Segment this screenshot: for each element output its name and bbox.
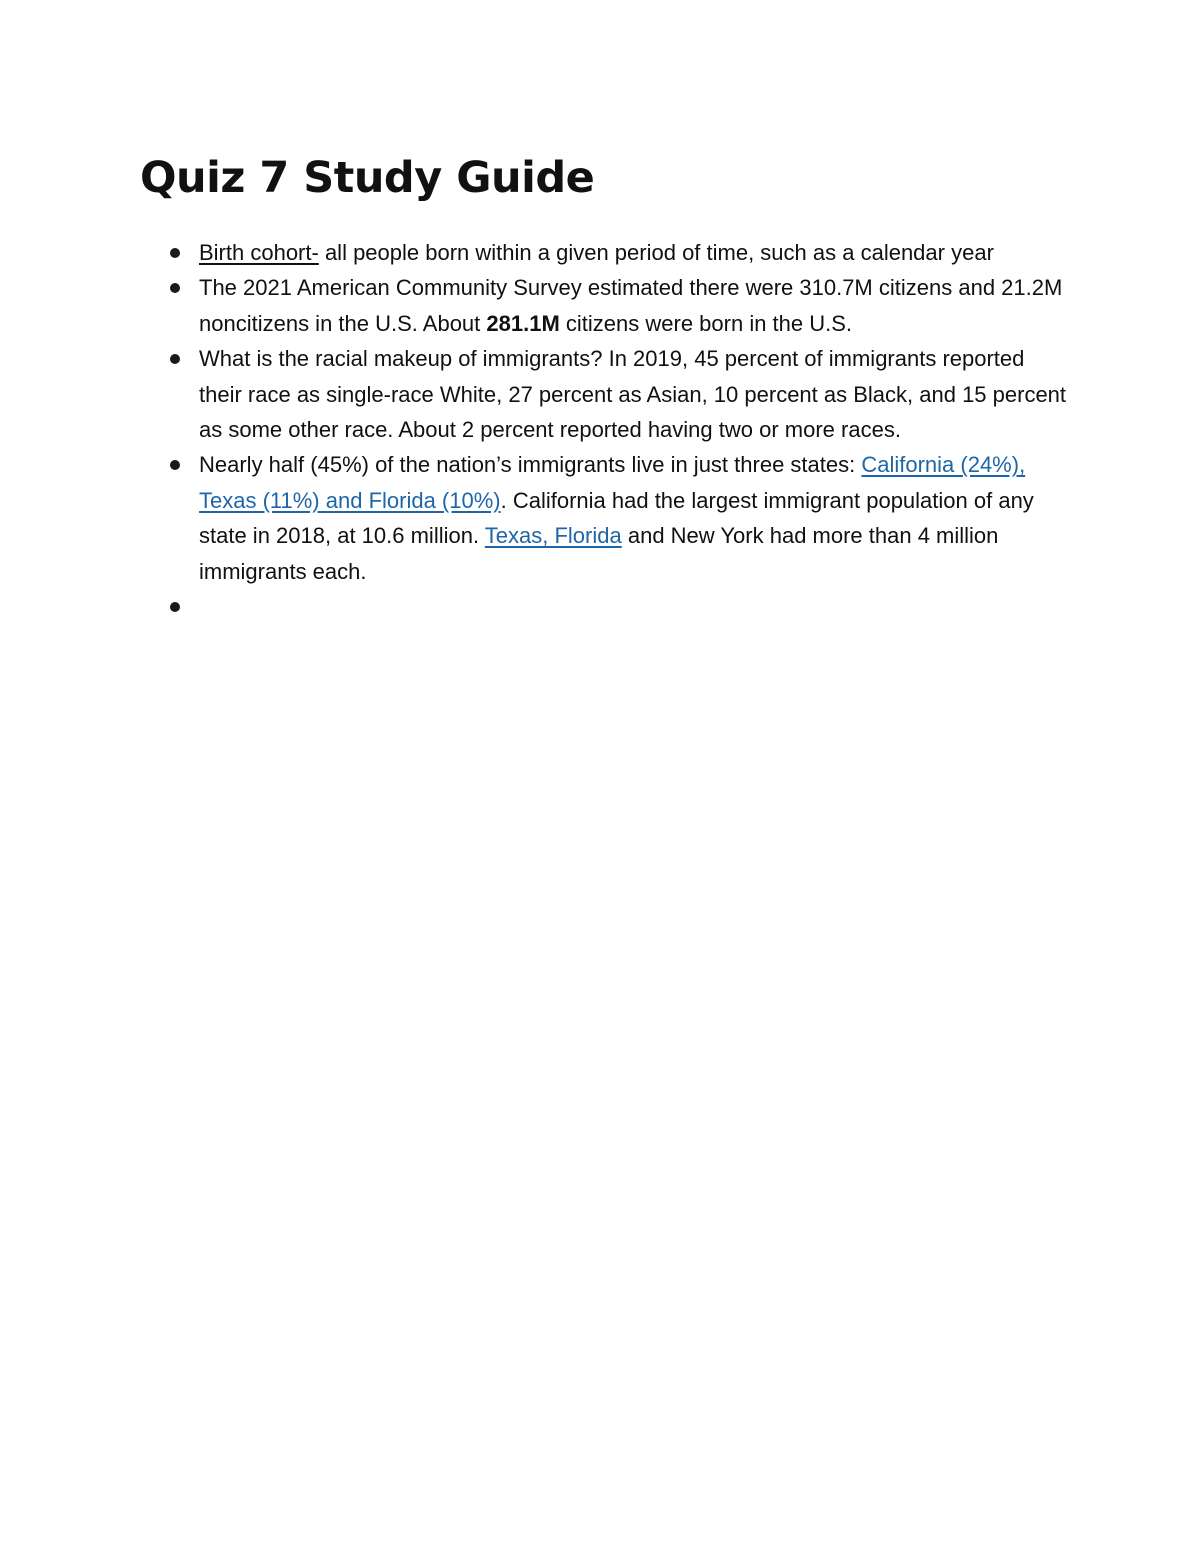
bullet-icon bbox=[170, 248, 180, 258]
states-text-a: Nearly half (45%) of the nation’s immigrants live in just three states: bbox=[199, 452, 862, 478]
states-link[interactable]: California (24%), Texas (11%) and Florida (10%) bbox=[199, 452, 1026, 513]
citizens-bold-figure: 281.1M bbox=[486, 310, 560, 336]
bullet-icon bbox=[170, 283, 180, 293]
list-item-empty bbox=[170, 589, 1070, 624]
citizens-text-a: The 2021 American Community Survey estimated there were 310.7M citizens and 21.2M noncitizens in the U.S. About bbox=[199, 275, 1063, 336]
states-text-b: . California had the largest immigrant population of any state in 2018, at 10.6 million. bbox=[199, 487, 1034, 549]
list-item-racial-makeup bbox=[170, 341, 1070, 447]
bullet-icon bbox=[170, 460, 180, 470]
citizens-text-b: citizens were born in the U.S. bbox=[559, 310, 853, 336]
list-item-citizens bbox=[170, 270, 1070, 341]
bullet-list bbox=[170, 235, 1070, 624]
page-title: Quiz 7 Study Guide bbox=[140, 153, 595, 203]
states-text-c: and New York had more than 4 million immigrants each. bbox=[199, 523, 999, 584]
texas-florida-link[interactable]: Texas, Florida bbox=[484, 523, 622, 549]
bullet-icon bbox=[170, 354, 180, 364]
term-birth-cohort: Birth cohort- bbox=[199, 240, 319, 265]
list-item-states bbox=[170, 447, 1070, 589]
list-item-birth-cohort bbox=[170, 235, 1070, 270]
racial-makeup-text: What is the racial makeup of immigrants? In 2019, 45 percent of immigrants reported their race as single-race White, 27 percent as Asian, 10 percent as Black, and 15 percent as some other race. About 2 percent reported having two or more races. bbox=[199, 346, 1067, 443]
bullet-icon bbox=[170, 602, 180, 612]
definition-text: all people born within a given period of time, such as a calendar year bbox=[318, 240, 994, 265]
